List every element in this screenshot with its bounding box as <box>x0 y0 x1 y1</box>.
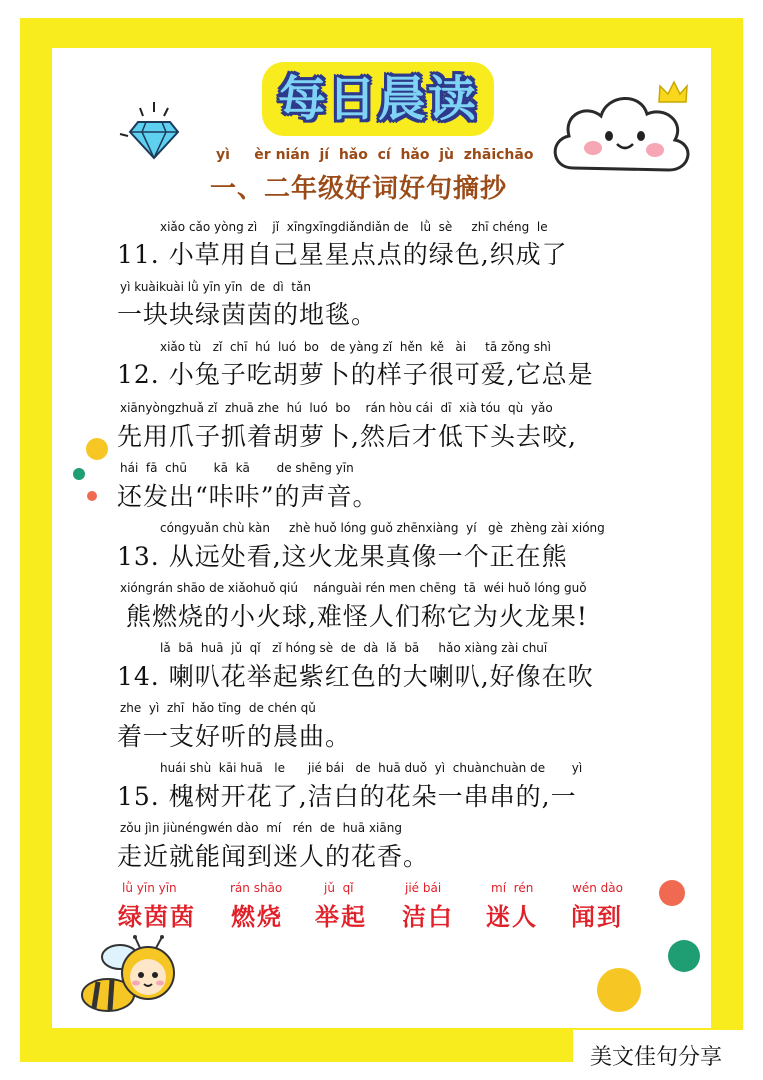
line-text: 15. 槐树开花了,洁白的花朵一串串的,一 <box>117 782 577 811</box>
decor-dot <box>87 491 97 501</box>
line-text: 走近就能闻到迷人的花香。 <box>117 842 430 871</box>
decor-dot <box>86 438 108 460</box>
vocab-pinyin: jié bái <box>405 881 442 895</box>
decor-dot <box>597 968 641 1012</box>
line-pinyin: zhe yì zhī hǎo tīng de chén qǔ <box>120 701 316 715</box>
vocab-pinyin: lǜ yīn yīn <box>122 881 177 895</box>
diamond-icon <box>112 100 192 170</box>
line-pinyin: cóngyuǎn chù kàn zhè huǒ lóng guǒ zhēnxiàng yí gè zhèng zài xióng <box>160 521 605 535</box>
line-text: 着一支好听的晨曲。 <box>117 722 352 751</box>
decor-dot <box>668 940 700 972</box>
line-text: 14. 喇叭花举起紫红色的大喇叭,好像在吹 <box>117 662 594 691</box>
crown-icon <box>656 78 690 108</box>
vocab-word: 举起 <box>315 902 367 931</box>
footer-label: 美文佳句分享 <box>590 1045 723 1070</box>
line-text: 还发出“咔咔”的声音。 <box>117 482 379 511</box>
vocab-word: 闻到 <box>571 902 623 931</box>
line-pinyin: xiānyòngzhuǎ zǐ zhuā zhe hú luó bo rán hòu cái dī xià tóu qù yǎo <box>120 401 553 415</box>
line-pinyin: xiǎo tù zǐ chī hú luó bo de yàng zǐ hěn kě ài tā zǒng shì <box>160 340 551 354</box>
line-pinyin: zǒu jìn jiùnéngwén dào mí rén de huā xiāng <box>120 821 402 835</box>
line-text: 11. 小草用自己星星点点的绿色,织成了 <box>117 240 568 269</box>
decor-dot <box>73 468 85 480</box>
line-pinyin: yì kuàikuài lǜ yīn yīn de dì tǎn <box>120 280 311 294</box>
bee-icon <box>80 935 190 1025</box>
decor-dot <box>659 880 685 906</box>
vocab-word: 迷人 <box>486 902 538 931</box>
line-pinyin: xiǎo cǎo yòng zì jǐ xīngxīngdiǎndiǎn de lǜ sè zhī chéng le <box>160 220 548 234</box>
vocab-word: 洁白 <box>402 902 454 931</box>
vocab-pinyin: jǔ qǐ <box>324 881 354 895</box>
vocab-pinyin: wén dào <box>572 881 623 895</box>
vocab-pinyin: mí rén <box>491 881 534 895</box>
line-text: 12. 小兔子吃胡萝卜的样子很可爱,它总是 <box>117 360 594 389</box>
line-pinyin: lǎ bā huā jǔ qǐ zǐ hóng sè de dà lǎ bā hǎo xiàng zài chuī <box>160 641 548 655</box>
line-pinyin: xióngrán shāo de xiǎohuǒ qiú nánguài rén men chēng tā wéi huǒ lóng guǒ <box>120 581 587 595</box>
line-pinyin: huái shù kāi huā le jié bái de huā duǒ yì chuànchuàn de yì <box>160 761 583 775</box>
line-pinyin: hái fā chū kā kā de shēng yīn <box>120 461 354 475</box>
line-text: 熊燃烧的小火球,难怪人们称它为火龙果! <box>117 602 588 631</box>
vocab-word: 绿茵茵 <box>118 902 196 931</box>
line-text: 先用爪子抓着胡萝卜,然后才低下头去咬, <box>117 422 577 451</box>
line-text: 一块块绿茵茵的地毯。 <box>117 300 378 329</box>
heading-text: 一、二年级好词好句摘抄 <box>210 174 508 204</box>
line-text: 13. 从远处看,这火龙果真像一个正在熊 <box>117 542 568 571</box>
vocab-pinyin: rán shāo <box>230 881 283 895</box>
page-title: 每日晨读 <box>277 71 478 127</box>
vocab-word: 燃烧 <box>231 902 283 931</box>
heading-pinyin: yì èr nián jí hǎo cí hǎo jù zhāichāo <box>216 147 534 163</box>
